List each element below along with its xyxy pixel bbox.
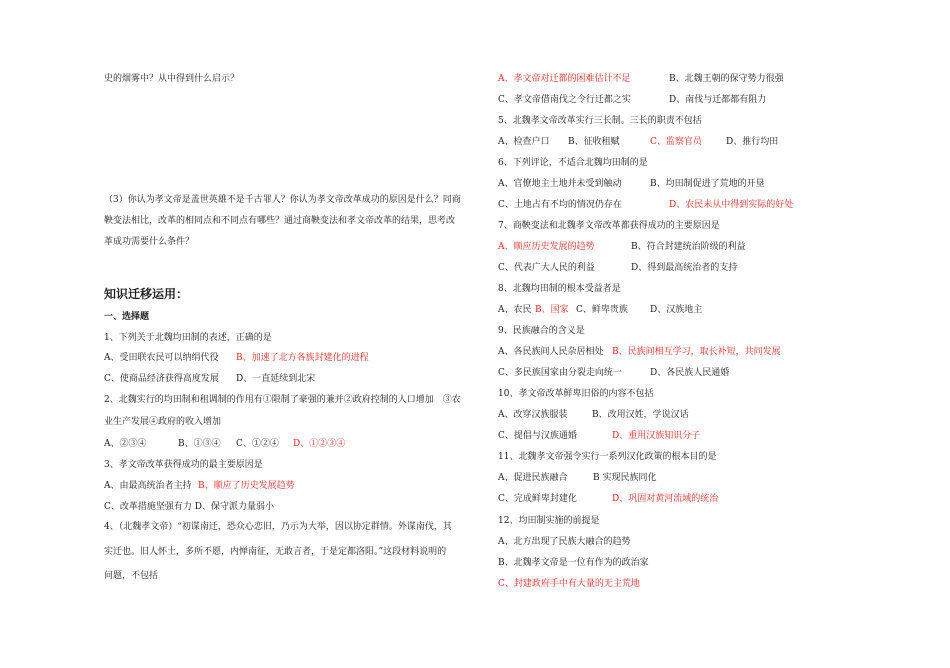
q5-option-b: B、征收租赋	[568, 137, 620, 147]
q6-stem: 6、下列评论，不适合北魏均田制的是	[498, 158, 648, 168]
q2-option-a: A、②③④	[104, 439, 147, 449]
q3-stem: 3、孝文帝改革获得成功的最主要原因是	[104, 460, 263, 470]
q6-option-b: B、均田制促进了荒地的开垦	[650, 179, 765, 189]
q9-stem: 9、民族融合的含义是	[498, 326, 585, 336]
q2-stem-line-1: 2、北魏实行的均田制和租调制的作用有①限制了豪强的兼并②政府控制的人口增加 ③农	[104, 395, 461, 405]
q7-option-c: C、代表广大人民的利益	[498, 263, 595, 273]
q9-option-a: A、各民族间人民杂居相处	[498, 347, 604, 357]
q4-option-a: A、孝文帝对迁都的困难估计不足	[498, 74, 631, 84]
q11-stem: 11、北魏孝文帝强令实行一系列汉化政策的根本目的是	[498, 452, 717, 462]
q5-option-d: D、推行均田	[726, 137, 779, 147]
q4-option-d: D、南伐与迁都都有阻力	[669, 95, 767, 105]
q9-option-b: B、民族间相互学习，取长补短，共同发展	[612, 347, 781, 357]
q9-option-d: D、各民族人民通婚	[650, 368, 730, 378]
q1-option-a: A、受田联农民可以纳绢代役	[104, 353, 219, 363]
q3-option-a: A、由最高统治者主持	[104, 481, 192, 491]
q1-stem: 1、下列关于北魏均田制的表述，正确的是	[104, 333, 272, 343]
q5-option-a: A、检查户口	[498, 137, 550, 147]
section-title: 知识迁移运用：	[104, 287, 189, 301]
q4-option-c: C、孝文帝借南伐之令行迁都之实	[498, 95, 631, 105]
q7-option-b: B、符合封建统治阶级的利益	[631, 242, 746, 252]
q4-stem-line-1: 4、（北魏孝文帝）“初谋南迁，恐众心恋旧，乃示为大举，因以协定群情。外谋南伐，其	[104, 522, 452, 532]
q5-option-c: C、监察官员	[650, 137, 702, 147]
q6-option-d: D、农民未从中得到实际的好处	[669, 200, 794, 210]
q3-essay-line-1: （3）你认为孝文帝是盖世英雄不是千古罪人？你认为孝文帝改革成功的原因是什么？同商	[104, 195, 461, 205]
q10-option-a: A、改穿汉族服装	[498, 410, 568, 420]
q6-option-a: A、官僚地主土地并未受到触动	[498, 179, 622, 189]
q12-option-a: A、北方出现了民族大融合的趋势	[498, 537, 631, 547]
intro-line: 史的烟雾中？从中得到什么启示？	[104, 74, 240, 84]
q1-option-c: C、使商品经济获得高度发展	[104, 374, 219, 384]
q6-option-c: C、土地占有不均的情况仍存在	[498, 200, 622, 210]
q5-stem: 5、北魏孝文帝改革实行三长制。三长的职责不包括	[498, 116, 702, 126]
q8-option-d: D、汉族地主	[650, 305, 703, 315]
q4-option-b: B、北魏王朝的保守势力很强	[669, 74, 784, 84]
q8-option-b: B、国家	[535, 305, 569, 315]
q3-essay-line-3: 革成功需要什么条件？	[104, 237, 195, 247]
q2-stem-line-2: 业生产发展④政府的收入增加	[104, 417, 222, 427]
q4-stem-line-3: 问题，不包括	[104, 571, 159, 581]
q12-option-c: C、封建政府手中有大量的无主荒地	[498, 579, 640, 589]
q10-stem: 10、孝文帝改革鲜卑旧俗的内容不包括	[498, 389, 654, 399]
q11-option-c: C、完成鲜卑封建化	[498, 494, 577, 504]
q7-stem: 7、商鞅变法和北魏孝文帝改革都获得成功的主要原因是	[498, 221, 720, 231]
q8-option-c: C、鲜卑贵族	[576, 305, 628, 315]
q2-option-b: B、①③④	[178, 439, 221, 449]
q12-option-b: B、北魏孝文帝是一位有作为的政治家	[498, 558, 649, 568]
q9-option-c: C、多民族国家由分裂走向统一	[498, 368, 622, 378]
q1-option-d: D、一直延续到北宋	[236, 374, 316, 384]
q7-option-d: D、得到最高统治者的支持	[631, 263, 738, 273]
q12-stem: 12、均田制实施的前提是	[498, 516, 600, 526]
q1-option-b: B、加速了北方各族封建化的进程	[236, 353, 369, 363]
q4-stem-line-2: 实迁也。旧人怀土，多所不愿，内惮南征，无敢言者，于是定都洛阳。”这段材料说明的	[104, 547, 447, 557]
q10-option-c: C、提倡与汉族通婚	[498, 431, 577, 441]
subsection-title: 一、选择题	[104, 312, 150, 322]
q11-option-b: B 实现民族同化	[593, 473, 657, 483]
q10-option-b: B、改用汉姓，学说汉话	[592, 410, 689, 420]
q2-option-d: D、①②③④	[293, 439, 346, 449]
q2-option-c: C、①②④	[236, 439, 279, 449]
q7-option-a: A、顺应历史发展的趋势	[498, 242, 595, 252]
q3-essay-line-2: 鞅变法相比，改革的相同点和不同点有哪些？通过商鞅变法和孝文帝改革的结果，思考改	[104, 216, 456, 226]
q8-stem: 8、北魏均田制的根本受益者是	[498, 284, 621, 294]
q8-option-a: A、农民	[498, 305, 532, 315]
q3-option-cd: C、改革措施坚强有力 D、保守派力量弱小	[104, 502, 274, 512]
q3-option-b: B、顺应了历史发展趋势	[198, 481, 295, 491]
q11-option-a: A、促进民族融合	[498, 473, 568, 483]
q11-option-d: D、巩固对黄河流域的统治	[612, 494, 719, 504]
q10-option-d: D、重用汉族知识分子	[612, 431, 701, 441]
